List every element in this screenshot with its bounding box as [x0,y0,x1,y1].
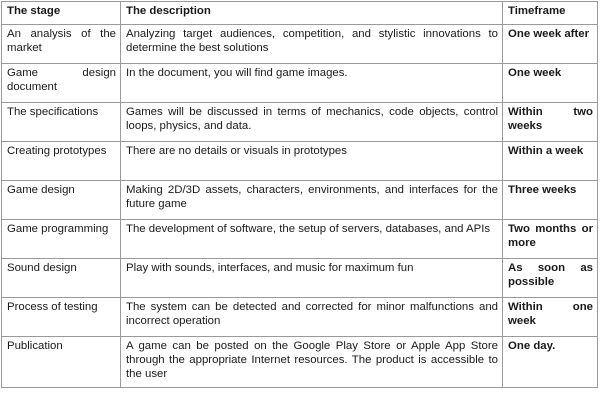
stage-cell: The specifications [2,103,121,142]
table-row [2,103,598,142]
timeframe-cell: Within two weeks [503,103,598,142]
description-cell: There are no details or visuals in prototypes [121,142,503,181]
timeframe-cell: One week after [503,25,598,64]
stage-cell: Game programming [2,220,121,259]
description-cell: The system can be detected and corrected for minor malfunctions and incorrect operation [121,298,503,337]
column-header-stage: The stage [2,2,121,25]
table-body [2,25,598,388]
stage-cell: Game design [2,181,121,220]
stage-cell: Process of testing [2,298,121,337]
timeframe-cell: One day. [503,337,598,388]
table-row [2,337,598,388]
timeframe-cell: Two months or more [503,220,598,259]
timeframe-cell: Within one week [503,298,598,337]
description-cell: In the document, you will find game images. [121,64,503,103]
table-row [2,259,598,298]
timeframe-cell: One week [503,64,598,103]
description-cell: A game can be posted on the Google Play Store or Apple App Store through the appropriate Internet resources. The product is accessible to the user [121,337,503,388]
description-cell: The development of software, the setup of servers, databases, and APIs [121,220,503,259]
header-row [2,2,598,25]
description-cell: Making 2D/3D assets, characters, environments, and interfaces for the future game [121,181,503,220]
table-header [2,2,598,25]
column-header-timeframe: Timeframe [503,2,598,25]
table-row [2,64,598,103]
description-cell: Games will be discussed in terms of mechanics, code objects, control loops, physics, and data. [121,103,503,142]
stage-cell: Sound design [2,259,121,298]
table-row [2,142,598,181]
stage-cell: Game design document [2,64,121,103]
timeframe-cell: As soon as possible [503,259,598,298]
table-row [2,298,598,337]
game-development-stages-table [1,1,598,388]
description-cell: Analyzing target audiences, competition, and stylistic innovations to determine the best solutions [121,25,503,64]
table-row [2,25,598,64]
stage-cell: An analysis of the market [2,25,121,64]
stage-cell: Publication [2,337,121,388]
column-header-description: The description [121,2,503,25]
table-row [2,220,598,259]
timeframe-cell: Three weeks [503,181,598,220]
stage-cell: Creating prototypes [2,142,121,181]
description-cell: Play with sounds, interfaces, and music for maximum fun [121,259,503,298]
timeframe-cell: Within a week [503,142,598,181]
table-row [2,181,598,220]
